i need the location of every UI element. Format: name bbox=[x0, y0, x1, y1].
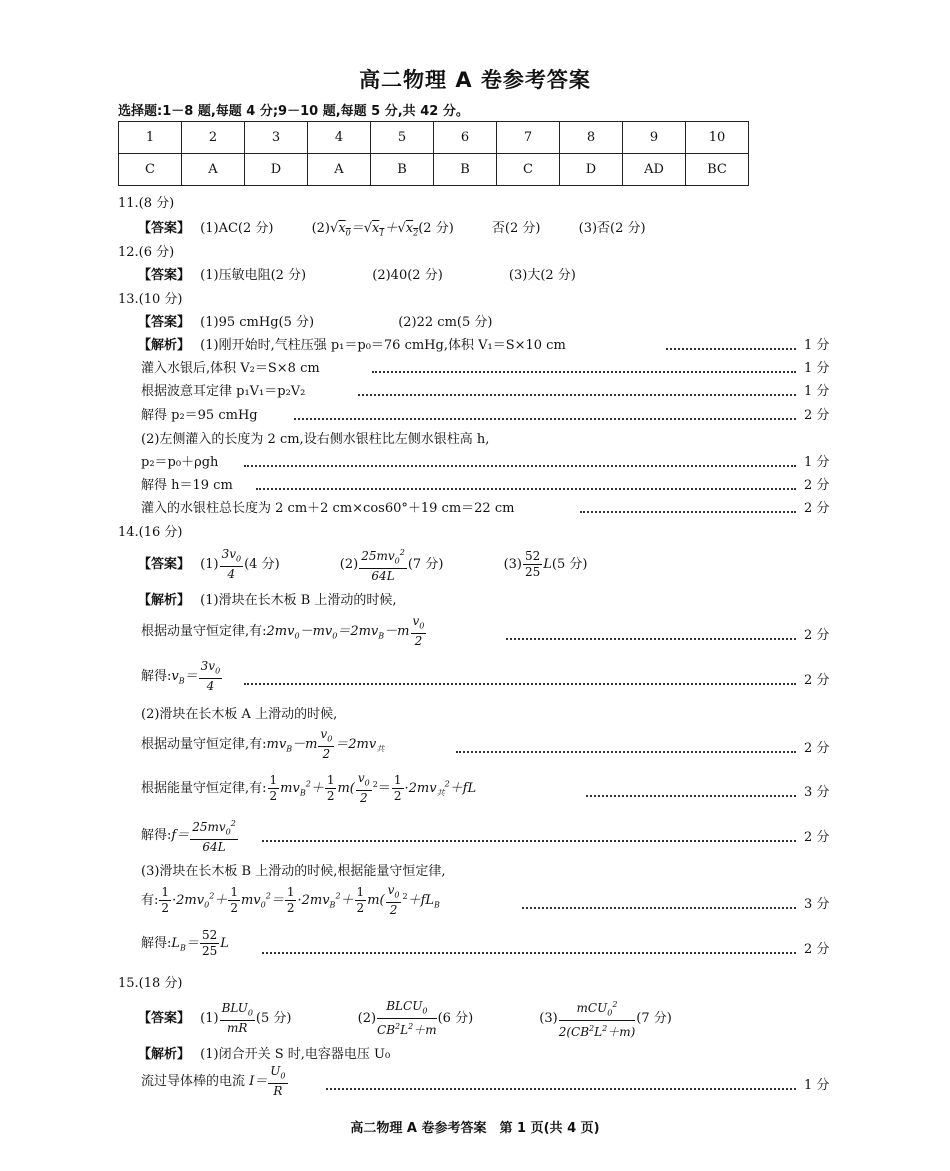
q14-line-8: (3)滑块在长木板 B 上滑动的时候,根据能量守恒定律, bbox=[141, 864, 446, 879]
q15-line-2-text: 流过导体棒的电流 bbox=[141, 1074, 246, 1090]
table-cell: 4 bbox=[308, 122, 371, 154]
q14-frac-v0-2: $\frac{v_0}{2}$ bbox=[412, 614, 425, 649]
answer-tag: 【答案】 bbox=[138, 1011, 191, 1027]
q14-header: 14.(16 分) bbox=[118, 525, 183, 540]
q14-momentum-eq-1: $2mv_0-mv_0=2mv_B-m$ bbox=[266, 624, 410, 641]
table-cell: 3 bbox=[245, 122, 308, 154]
q15-answer-2-suffix: (6 分) bbox=[437, 1011, 474, 1027]
q14-frac-3v0-4: $\frac{3v_0}{4}$ bbox=[200, 659, 221, 694]
choice-intro: 选择题:1－8 题,每题 4 分;9－10 题,每题 5 分,共 42 分。 bbox=[118, 104, 469, 119]
q14-frac-v0-2: $\frac{v_0}{2}$ bbox=[320, 727, 333, 762]
q14-line-7: 解得:f＝ $\frac{25mv_0^2}{64L}$ bbox=[141, 816, 239, 855]
q12-answer-line bbox=[138, 264, 576, 283]
choice-answer-table bbox=[118, 121, 749, 186]
q14-answer-1-suffix: (4 分) bbox=[244, 557, 280, 573]
q14-frac-3v0-4: $\frac{3v_0}{4}$ bbox=[221, 547, 242, 582]
q14-answer-line: 【答案】 (1) $\frac{3v_0}{4}$ (4 分) (2) $\frac{25mv_0^2}{64L}$ (7 分) (3) $\frac{52}{25}$ L(5 分) bbox=[138, 547, 588, 584]
q13-score-7: 2 分 bbox=[804, 478, 830, 493]
q14-line-5: 根据动量守恒定律,有$:mv_B-m$ $\frac{v_0}{2}$ $=2mv_共$ bbox=[141, 727, 385, 762]
q13-line-3: 根据波意耳定律 p₁V₁＝p₂V₂ bbox=[141, 384, 306, 399]
q11-answer-3: 否(2 分) bbox=[491, 221, 541, 236]
table-cell: A bbox=[182, 154, 245, 186]
q11-answer-line bbox=[138, 217, 646, 238]
q14-line-4: (2)滑块在长木板 A 上滑动的时候, bbox=[141, 707, 338, 722]
q14-line-1 bbox=[138, 589, 397, 608]
q14-frac-v0-2: $\frac{v_0}{2}$ bbox=[357, 771, 370, 806]
q13-answer-2: (2)22 cm(5 分) bbox=[398, 315, 493, 330]
q14-frac-1-2: $\frac{1}{2}$ bbox=[393, 773, 402, 804]
q15-score-2: 1 分 bbox=[804, 1078, 830, 1093]
page-footer: 高二物理 A 卷参考答案 第 1 页(共 4 页) bbox=[350, 1121, 600, 1136]
q13-answer-line bbox=[138, 311, 492, 330]
q14-line-6-text: 根据能量守恒定律,有: bbox=[141, 781, 267, 797]
dot-leader bbox=[586, 795, 796, 797]
dot-leader bbox=[372, 371, 796, 373]
table-cell: AD bbox=[623, 154, 686, 186]
table-cell: C bbox=[119, 154, 182, 186]
dot-leader bbox=[580, 511, 796, 513]
q14-frac-1-2: $\frac{1}{2}$ bbox=[326, 773, 335, 804]
q14-frac-1-2: $\frac{1}{2}$ bbox=[269, 773, 278, 804]
q14-line-10-text: 解得: bbox=[141, 936, 172, 951]
q15-answer-3-suffix: (7 分) bbox=[636, 1011, 672, 1027]
q14-frac-1-2: $\frac{1}{2}$ bbox=[286, 885, 295, 916]
q14-line-3: 解得$:v_B=$ $\frac{3v_0}{4}$ bbox=[141, 659, 221, 694]
q15-frac-BLU0-mR: $\frac{BLU_0}{mR}$ bbox=[221, 1001, 253, 1036]
dot-leader bbox=[506, 638, 796, 640]
q12-header: 12.(6 分) bbox=[118, 245, 175, 260]
answer-tag: 【答案】 bbox=[138, 268, 191, 283]
table-cell: C bbox=[497, 154, 560, 186]
dot-leader bbox=[326, 1088, 796, 1090]
dot-leader bbox=[358, 394, 796, 396]
q13-line-6: p₂＝p₀＋ρgh bbox=[141, 455, 219, 470]
page-title: 高二物理 A 卷参考答案 bbox=[359, 68, 591, 92]
q14-frac-25mv0sq-64L: $\frac{25mv_0^2}{64L}$ bbox=[359, 545, 407, 584]
q11-sqrt-formula: $√x_0=√x_1+√x_2$ bbox=[330, 221, 419, 238]
q14-score-10: 2 分 bbox=[804, 942, 830, 957]
q14-frac-25mv0sq-64L: $\frac{25mv_0^2}{64L}$ bbox=[190, 816, 238, 855]
q13-score-6: 1 分 bbox=[804, 455, 830, 470]
q14-score-5: 2 分 bbox=[804, 741, 830, 756]
q11-header: 11.(8 分) bbox=[118, 196, 175, 211]
analysis-tag: 【解析】 bbox=[138, 593, 191, 608]
dot-leader bbox=[666, 348, 796, 350]
q14-line-10: 解得$:L_B=$ $\frac{52}{25}$ L bbox=[141, 928, 229, 958]
dot-leader bbox=[522, 907, 796, 909]
q13-answer-1: (1)95 cmHg(5 分) bbox=[200, 315, 315, 330]
q14-score-7: 2 分 bbox=[804, 830, 830, 845]
table-cell: 9 bbox=[623, 122, 686, 154]
dot-leader bbox=[456, 751, 796, 753]
q12-answer-3: (3)大(2 分) bbox=[508, 268, 576, 283]
answer-tag: 【答案】 bbox=[138, 557, 191, 573]
q11-answer-2-prefix: (2) bbox=[311, 221, 331, 236]
dot-leader bbox=[262, 952, 796, 954]
q14-line-5-text: 根据动量守恒定律,有: bbox=[141, 737, 267, 753]
q13-score-8: 2 分 bbox=[804, 501, 830, 516]
q13-header: 13.(10 分) bbox=[118, 292, 183, 307]
q13-line-5: (2)左侧灌入的长度为 2 cm,设右侧水银柱比左侧水银柱高 h, bbox=[141, 432, 490, 447]
analysis-tag: 【解析】 bbox=[138, 1047, 191, 1062]
table-cell: 7 bbox=[497, 122, 560, 154]
q14-line-2-text: 根据动量守恒定律,有: bbox=[141, 624, 267, 640]
q15-line-2: 流过导体棒的电流 I＝ $\frac{U_0}{R}$ bbox=[141, 1064, 286, 1099]
q13-line-2: 灌入水银后,体积 V₂＝S×8 cm bbox=[141, 361, 320, 376]
q15-frac-U0-R: $\frac{U_0}{R}$ bbox=[270, 1064, 286, 1099]
table-cell: B bbox=[434, 154, 497, 186]
q14-line-3-text: 解得: bbox=[141, 669, 172, 685]
q13-score-2: 1 分 bbox=[804, 361, 830, 376]
table-cell: 8 bbox=[560, 122, 623, 154]
answer-tag: 【答案】 bbox=[138, 315, 191, 330]
q14-line-7-text: 解得: bbox=[141, 828, 172, 844]
q14-frac-1-2: $\frac{1}{2}$ bbox=[356, 885, 365, 916]
dot-leader bbox=[244, 465, 796, 467]
q14-frac-52-25: $\frac{52}{25}$ bbox=[201, 928, 218, 958]
q14-frac-1-2: $\frac{1}{2}$ bbox=[161, 885, 170, 916]
dot-leader bbox=[256, 488, 796, 490]
table-cell: 6 bbox=[434, 122, 497, 154]
q15-frac-BLCU0: $\frac{BLCU_0}{CB^2L^2+m}$ bbox=[377, 999, 437, 1038]
table-cell: 2 bbox=[182, 122, 245, 154]
q14-score-3: 2 分 bbox=[804, 673, 830, 688]
q12-answer-2: (2)40(2 分) bbox=[372, 268, 443, 283]
q15-answer-1-suffix: (5 分) bbox=[255, 1011, 292, 1027]
table-cell: 10 bbox=[686, 122, 749, 154]
q14-line-1-text: (1)滑块在长木板 B 上滑动的时候, bbox=[200, 593, 397, 608]
table-cell: D bbox=[245, 154, 308, 186]
q13-line-8: 灌入的水银柱总长度为 2 cm＋2 cm×cos60°＋19 cm＝22 cm bbox=[141, 501, 515, 516]
q15-answer-line: 【答案】 (1) $\frac{BLU_0}{mR}$ (5 分) (2) $\frac{BLCU_0}{CB^2L^2+m}$ (6 分) (3) $\frac{mCU_0^2}{2(CB^2L^2+m)}$ (7 分) bbox=[138, 999, 672, 1040]
q14-line-9: 有: $\frac{1}{2}$ $\cdot 2mv_0^2+$ $\frac{1}{2}$ $mv_0^2=$ $\frac{1}{2}$ $\cdot 2mv_B^2+$ $\frac{1}{2}$ m( $\frac{v_0}{2}$ $^2+fL_B$ bbox=[141, 883, 440, 918]
q14-line-6: 根据能量守恒定律,有: $\frac{1}{2}$ $mv_B^2+$ $\frac{1}{2}$ m( $\frac{v_0}{2}$ $^2$＝ $\frac{1}{2}$ $\cdot 2mv_共^2+fL$ bbox=[141, 771, 477, 806]
q15-frac-mCU0sq: $\frac{mCU_0^2}{2(CB^2L^2+m)}$ bbox=[559, 997, 636, 1040]
table-cell: B bbox=[371, 154, 434, 186]
q14-line-2 bbox=[141, 614, 427, 649]
analysis-tag: 【解析】 bbox=[138, 338, 191, 353]
q13-line-4: 解得 p₂＝95 cmHg bbox=[141, 408, 258, 423]
dot-leader bbox=[262, 840, 796, 842]
table-cell: 1 bbox=[119, 122, 182, 154]
table-cell: A bbox=[308, 154, 371, 186]
answer-tag: 【答案】 bbox=[138, 221, 191, 236]
q11-answer-4: (3)否(2 分) bbox=[578, 221, 646, 236]
q14-line-9-text: 有: bbox=[141, 893, 159, 909]
q14-frac-1-2: $\frac{1}{2}$ bbox=[230, 885, 238, 916]
q11-answer-1: (1)AC(2 分) bbox=[200, 221, 274, 236]
q14-score-6: 3 分 bbox=[804, 785, 830, 800]
q12-answer-1: (1)压敏电阻(2 分) bbox=[200, 268, 307, 283]
q13-score-4: 2 分 bbox=[804, 408, 830, 423]
q13-line-1-text: (1)刚开始时,气柱压强 p₁＝p₀＝76 cmHg,体积 V₁＝S×10 cm bbox=[200, 338, 566, 353]
q14-score-2: 2 分 bbox=[804, 628, 830, 643]
q14-frac-52-25: $\frac{52}{25}$ bbox=[524, 549, 541, 580]
table-cell: D bbox=[560, 154, 623, 186]
dot-leader bbox=[244, 683, 796, 685]
q13-line-7: 解得 h＝19 cm bbox=[141, 478, 233, 493]
q13-score-1: 1 分 bbox=[804, 338, 830, 353]
q14-frac-v0-2: $\frac{v_0}{2}$ bbox=[387, 883, 400, 918]
table-cell: BC bbox=[686, 154, 749, 186]
dot-leader bbox=[294, 418, 796, 420]
table-cell: 5 bbox=[371, 122, 434, 154]
q14-answer-3-suffix: (5 分) bbox=[551, 557, 588, 573]
q15-line-1-text: (1)闭合开关 S 时,电容器电压 U₀ bbox=[200, 1047, 391, 1062]
q14-score-9: 3 分 bbox=[804, 897, 830, 912]
q11-answer-2-suffix: (2 分) bbox=[418, 221, 454, 236]
q15-line-1 bbox=[138, 1043, 390, 1062]
table-row-answers bbox=[119, 154, 749, 186]
table-row-numbers bbox=[119, 122, 749, 154]
q13-score-3: 1 分 bbox=[804, 384, 830, 399]
q14-answer-2-suffix: (7 分) bbox=[407, 557, 444, 573]
q15-header: 15.(18 分) bbox=[118, 976, 183, 991]
q13-line-1 bbox=[138, 334, 566, 353]
